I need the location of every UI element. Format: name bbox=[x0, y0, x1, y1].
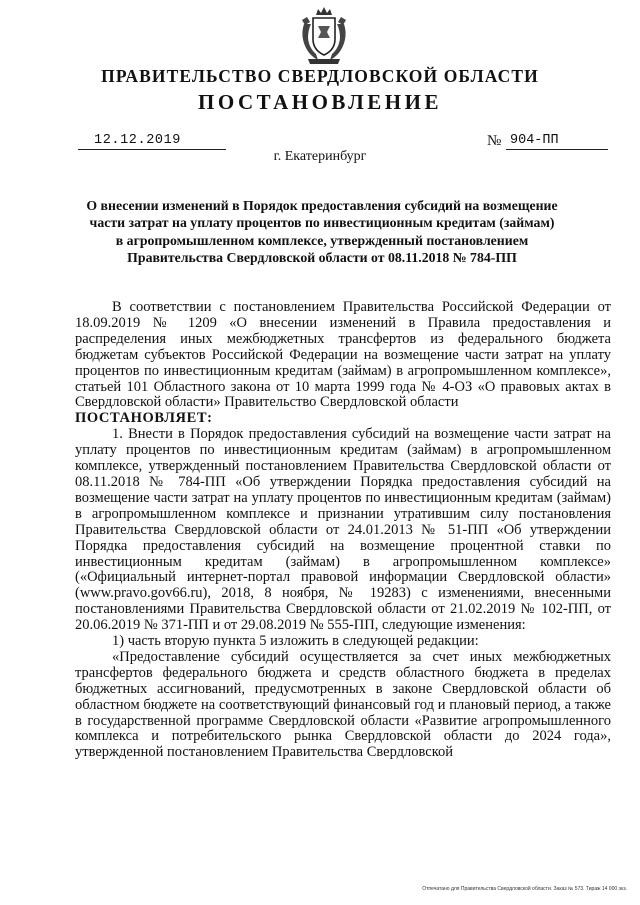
number-sign: № bbox=[487, 133, 502, 149]
resolve-heading: ПОСТАНОВЛЯЕТ: bbox=[75, 410, 213, 427]
document-heading bbox=[60, 197, 584, 267]
preamble-paragraph: В соответствии с постановлением Правительства Российской Федерации от 18.09.2019 № 1209 «О внесении изменений в Правила предоставления и распределения иных межбюджетных трансфертов из федерального бюджета бюджетам субъектов Российской Федерации на возмещение части затрат на уплату процентов по инвестиционным кредитам (займам) в агропромышленном комплексе», статьей 101 Областного закона от 10 марта 1999 года № 4-ОЗ «О правовых актах в Свердловской области» Правительство Свердловской области bbox=[75, 299, 611, 411]
organization-title: ПРАВИТЕЛЬСТВО СВЕРДЛОВСКОЙ ОБЛАСТИ bbox=[101, 66, 539, 86]
document-date: 12.12.2019 bbox=[78, 133, 226, 150]
city: г. Екатеринбург bbox=[273, 149, 367, 164]
document-body bbox=[75, 300, 611, 761]
print-footer: Отпечатано для Правительства Свердловской области. Заказ № 573. Тираж 14 000 экз. bbox=[422, 886, 627, 892]
heading-line: О внесении изменений в Порядок предоставления субсидий на возмещение bbox=[86, 198, 558, 213]
item-1-paragraph: 1. Внести в Порядок предоставления субсидий на возмещение части затрат на уплату процентов по инвестиционным кредитам (займам) в агропромышленном комплексе, утвержденный постановлением Правительства Свердловской области от 08.11.2018 № 784-ПП «Об утверждении Порядка предоставления субсидий на возмещение части затрат на уплату процентов по инвестиционным кредитам (займам) в агропромышленном комплексе и признании утратившим силу постановления Правительства Свердловской области от 24.01.2013 № 51-ПП «Об утверждении Порядка предоставления субсидий на возмещение процентной ставки по инвестиционным кредитам (займам) в агропромышленном комплексе» («Официальный интернет-портал правовой информации Свердловской области» (www.pravo.gov66.ru), 2018, 8 ноября, № 19283) с изменениями, внесенными постановлениями Правительства Свердловской области от 21.02.2019 № 102-ПП, от 20.06.2019 № 371-ПП и от 29.08.2019 № 555-ПП, следующие изменения: bbox=[75, 426, 611, 634]
document-type: ПОСТАНОВЛЕНИЕ bbox=[198, 90, 442, 114]
heading-line: Правительства Свердловской области от 08.11.2018 № 784-ПП bbox=[127, 250, 517, 266]
document-number: 904-ПП bbox=[506, 133, 608, 150]
heading-line: в агропромышленном комплексе, утвержденный постановлением bbox=[115, 232, 529, 248]
coat-of-arms-icon bbox=[296, 6, 352, 66]
heading-line: части затрат на уплату процентов по инвестиционным кредитам (займам) bbox=[89, 215, 555, 231]
item-1-subitem-1: 1) часть вторую пункта 5 изложить в следующей редакции: bbox=[112, 633, 479, 650]
quoted-text-paragraph: «Предоставление субсидий осуществляется за счет иных межбюджетных трансфертов федерального бюджета и средств областного бюджета в пределах бюджетных ассигнований, предусмотренных в законе Свердловской области об областном бюджете на соответствующий финансовый год и плановый период, а также в государственной программе Свердловской области «Развитие агропромышленного комплекса и потребительского рынка Свердловской области до 2024 года», утвержденной постановлением Правительства Свердловской bbox=[75, 648, 611, 761]
